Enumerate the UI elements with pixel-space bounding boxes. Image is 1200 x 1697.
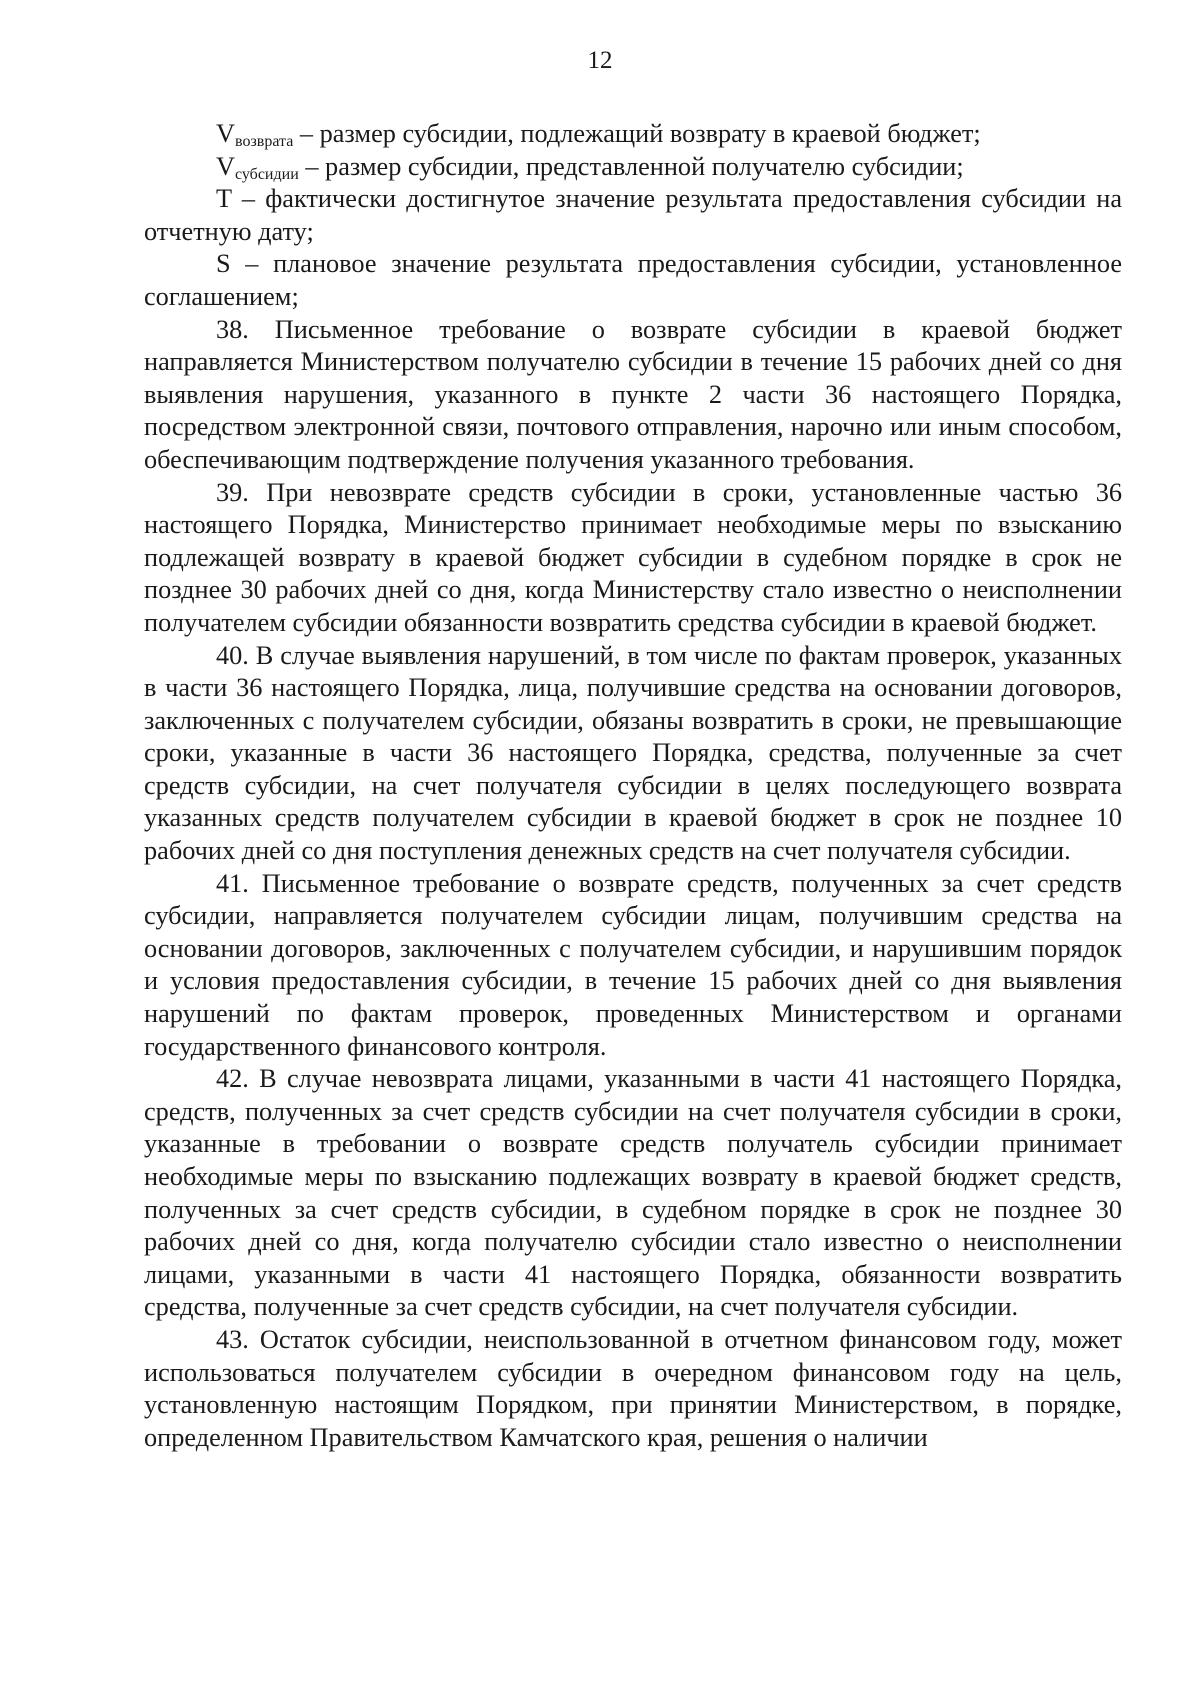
paragraph-43: 43. Остаток субсидии, неиспользованной в отчетном финансовом году, может использоваться получателем субсидии в очередном финансовом году на цель, установленную настоящим Порядком, при принятии Министерством, в порядке, определенном Правительством Камчатского края, решения о наличии xyxy=(144,1324,1122,1452)
variable-symbol: V xyxy=(216,151,235,181)
paragraph-41: 41. Письменное требование о возврате средств, полученных за счет средств субсидии, направляется получателем субсидии лицам, получившим средства на основании договоров, заключенных с получателем субсидии, и нарушившим порядок и условия предоставления субсидии, в течение 15 рабочих дней со дня выявления нарушений по фактам проверок, проведенных Министерством и органами государственного финансового контроля. xyxy=(144,868,1122,1061)
definition-t xyxy=(144,183,1122,248)
definition-s xyxy=(144,248,1122,313)
paragraph-42: 42. В случае невозврата лицами, указанными в части 41 настоящего Порядка, средств, полученных за счет средств субсидии на счет получателя субсидии в сроки, указанные в требовании о возврате средств получатель субсидии принимает необходимые меры по взысканию подлежащих возврату в краевой бюджет средств, полученных за счет средств субсидии, в судебном порядке в срок не позднее 30 рабочих дней со дня, когда получателю субсидии стало известно о неисполнении лицами, указанными в части 41 настоящего Порядка, обязанности возвратить средства, полученные за счет средств субсидии, на счет получателя субсидии. xyxy=(144,1064,1122,1322)
variable-subscript: возврата xyxy=(235,133,294,150)
definition-text: – размер субсидии, подлежащий возврату в краевой бюджет; xyxy=(293,119,981,148)
definition-text: – фактически достигнутое значение результата предоставления субсидии на отчетную дату; xyxy=(144,184,1122,246)
paragraph-38: 38. Письменное требование о возврате субсидии в краевой бюджет направляется Министерством получателю субсидии в течение 15 рабочих дней со дня выявления нарушения, указанного в пункте 2 части 36 настоящего Порядка, посредством электронной связи, почтового отправления, нарочно или иным способом, обеспечивающим подтверждение получения указанного требования. xyxy=(144,314,1122,474)
definition-text: – плановое значение результата предоставления субсидии, установленное соглашением; xyxy=(144,249,1122,311)
document-body xyxy=(144,118,1122,1454)
page-number: 12 xyxy=(587,47,613,74)
paragraph-40: 40. В случае выявления нарушений, в том числе по фактам проверок, указанных в части 36 настоящего Порядка, лица, получившие средства на основании договоров, заключенных с получателем субсидии, обязаны возвратить в сроки, не превышающие сроки, указанные в части 36 настоящего Порядка, средства, полученные за счет средств субсидии, на счет получателя субсидии в целях последующего возврата указанных средств получателем субсидии в краевой бюджет в срок не позднее 10 рабочих дней со дня поступления денежных средств на счет получателя субсидии. xyxy=(144,640,1122,866)
definition-v-return xyxy=(144,118,1122,151)
variable-symbol: T xyxy=(216,184,232,214)
definition-v-subsidy xyxy=(144,151,1122,184)
definition-text: – размер субсидии, представленной получателю субсидии; xyxy=(298,151,964,181)
variable-subscript: субсидии xyxy=(235,165,299,183)
paragraph-39: 39. При невозврате средств субсидии в сроки, установленные частью 36 настоящего Порядка, Министерство принимает необходимые меры по взысканию подлежащей возврату в краевой бюджет субсидии в судебном порядке в срок не позднее 30 рабочих дней со дня, когда Министерству стало известно о неисполнении получателем субсидии обязанности возвратить средства субсидии в краевой бюджет. xyxy=(144,477,1122,637)
variable-symbol: S xyxy=(216,249,231,279)
variable-symbol: V xyxy=(216,119,235,148)
